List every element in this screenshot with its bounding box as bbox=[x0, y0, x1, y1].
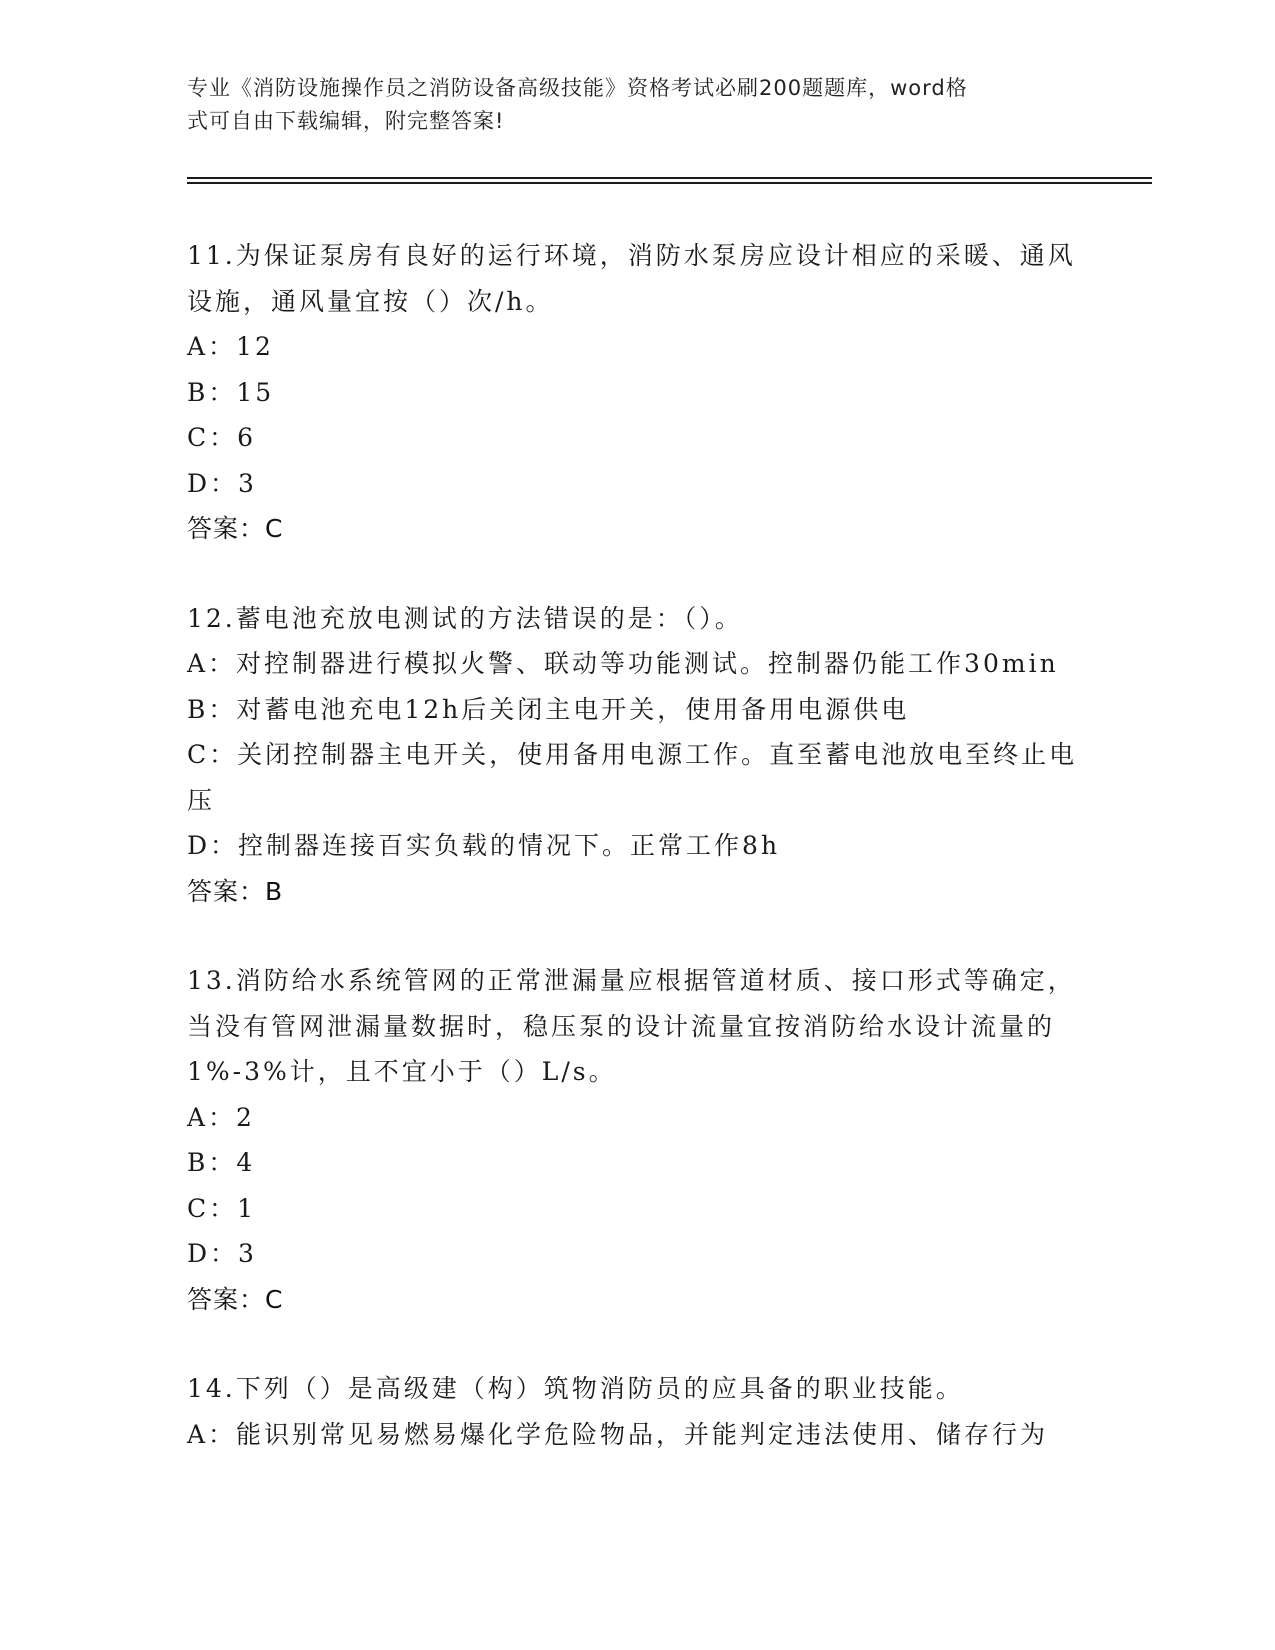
option-b: B：4 bbox=[187, 1148, 256, 1177]
question-text: 11.为保证泵房有良好的运行环境，消防水泵房应设计相应的采暖、通风设施，通风量宜按（）次/h。 bbox=[187, 241, 1076, 316]
question-11 bbox=[187, 233, 1087, 552]
answer-line: 答案：C bbox=[187, 1284, 284, 1314]
option-a: A：对控制器进行模拟火警、联动等功能测试。控制器仍能工作30min bbox=[187, 649, 1059, 678]
option-b: B：15 bbox=[187, 377, 275, 407]
header-line-1: 专业《消防设施操作员之消防设备高级技能》资格考试必刷200题题库，word格 bbox=[187, 76, 968, 100]
option-c: C：1 bbox=[187, 1193, 257, 1223]
document-header bbox=[187, 72, 1067, 138]
header-line-2: 式可自由下载编辑，附完整答案! bbox=[187, 109, 505, 133]
option-a: A：2 bbox=[187, 1102, 255, 1132]
question-12 bbox=[187, 596, 1087, 915]
option-d: D：3 bbox=[187, 468, 257, 498]
question-text: 12.蓄电池充放电测试的方法错误的是：（）。 bbox=[187, 603, 743, 633]
option-a: A：能识别常见易燃易爆化学危险物品，并能判定违法使用、储存行为 bbox=[187, 1419, 1049, 1449]
option-b: B：对蓄电池充电12h后关闭主电开关，使用备用电源供电 bbox=[187, 694, 910, 724]
header-divider-top bbox=[187, 177, 1152, 179]
option-d: D：3 bbox=[187, 1239, 257, 1268]
answer-line: 答案：B bbox=[187, 876, 284, 906]
question-13 bbox=[187, 958, 1087, 1322]
question-text: 14.下列（）是高级建（构）筑物消防员的应具备的职业技能。 bbox=[187, 1374, 964, 1403]
option-c: C：关闭控制器主电开关，使用备用电源工作。直至蓄电池放电至终止电压 bbox=[187, 740, 1078, 815]
question-14 bbox=[187, 1366, 1087, 1457]
option-c: C：6 bbox=[187, 423, 257, 452]
question-list bbox=[187, 233, 1087, 1501]
header-divider-bottom bbox=[187, 182, 1152, 184]
option-a: A：12 bbox=[187, 332, 274, 361]
answer-line: 答案：C bbox=[187, 514, 284, 543]
option-d: D：控制器连接百实负载的情况下。正常工作8h bbox=[187, 831, 781, 860]
question-text: 13.消防给水系统管网的正常泄漏量应根据管道材质、接口形式等确定，当没有管网泄漏量数据时，稳压泵的设计流量宜按消防给水设计流量的1%-3%计，且不宜小于（）L/s。 bbox=[187, 966, 1076, 1086]
